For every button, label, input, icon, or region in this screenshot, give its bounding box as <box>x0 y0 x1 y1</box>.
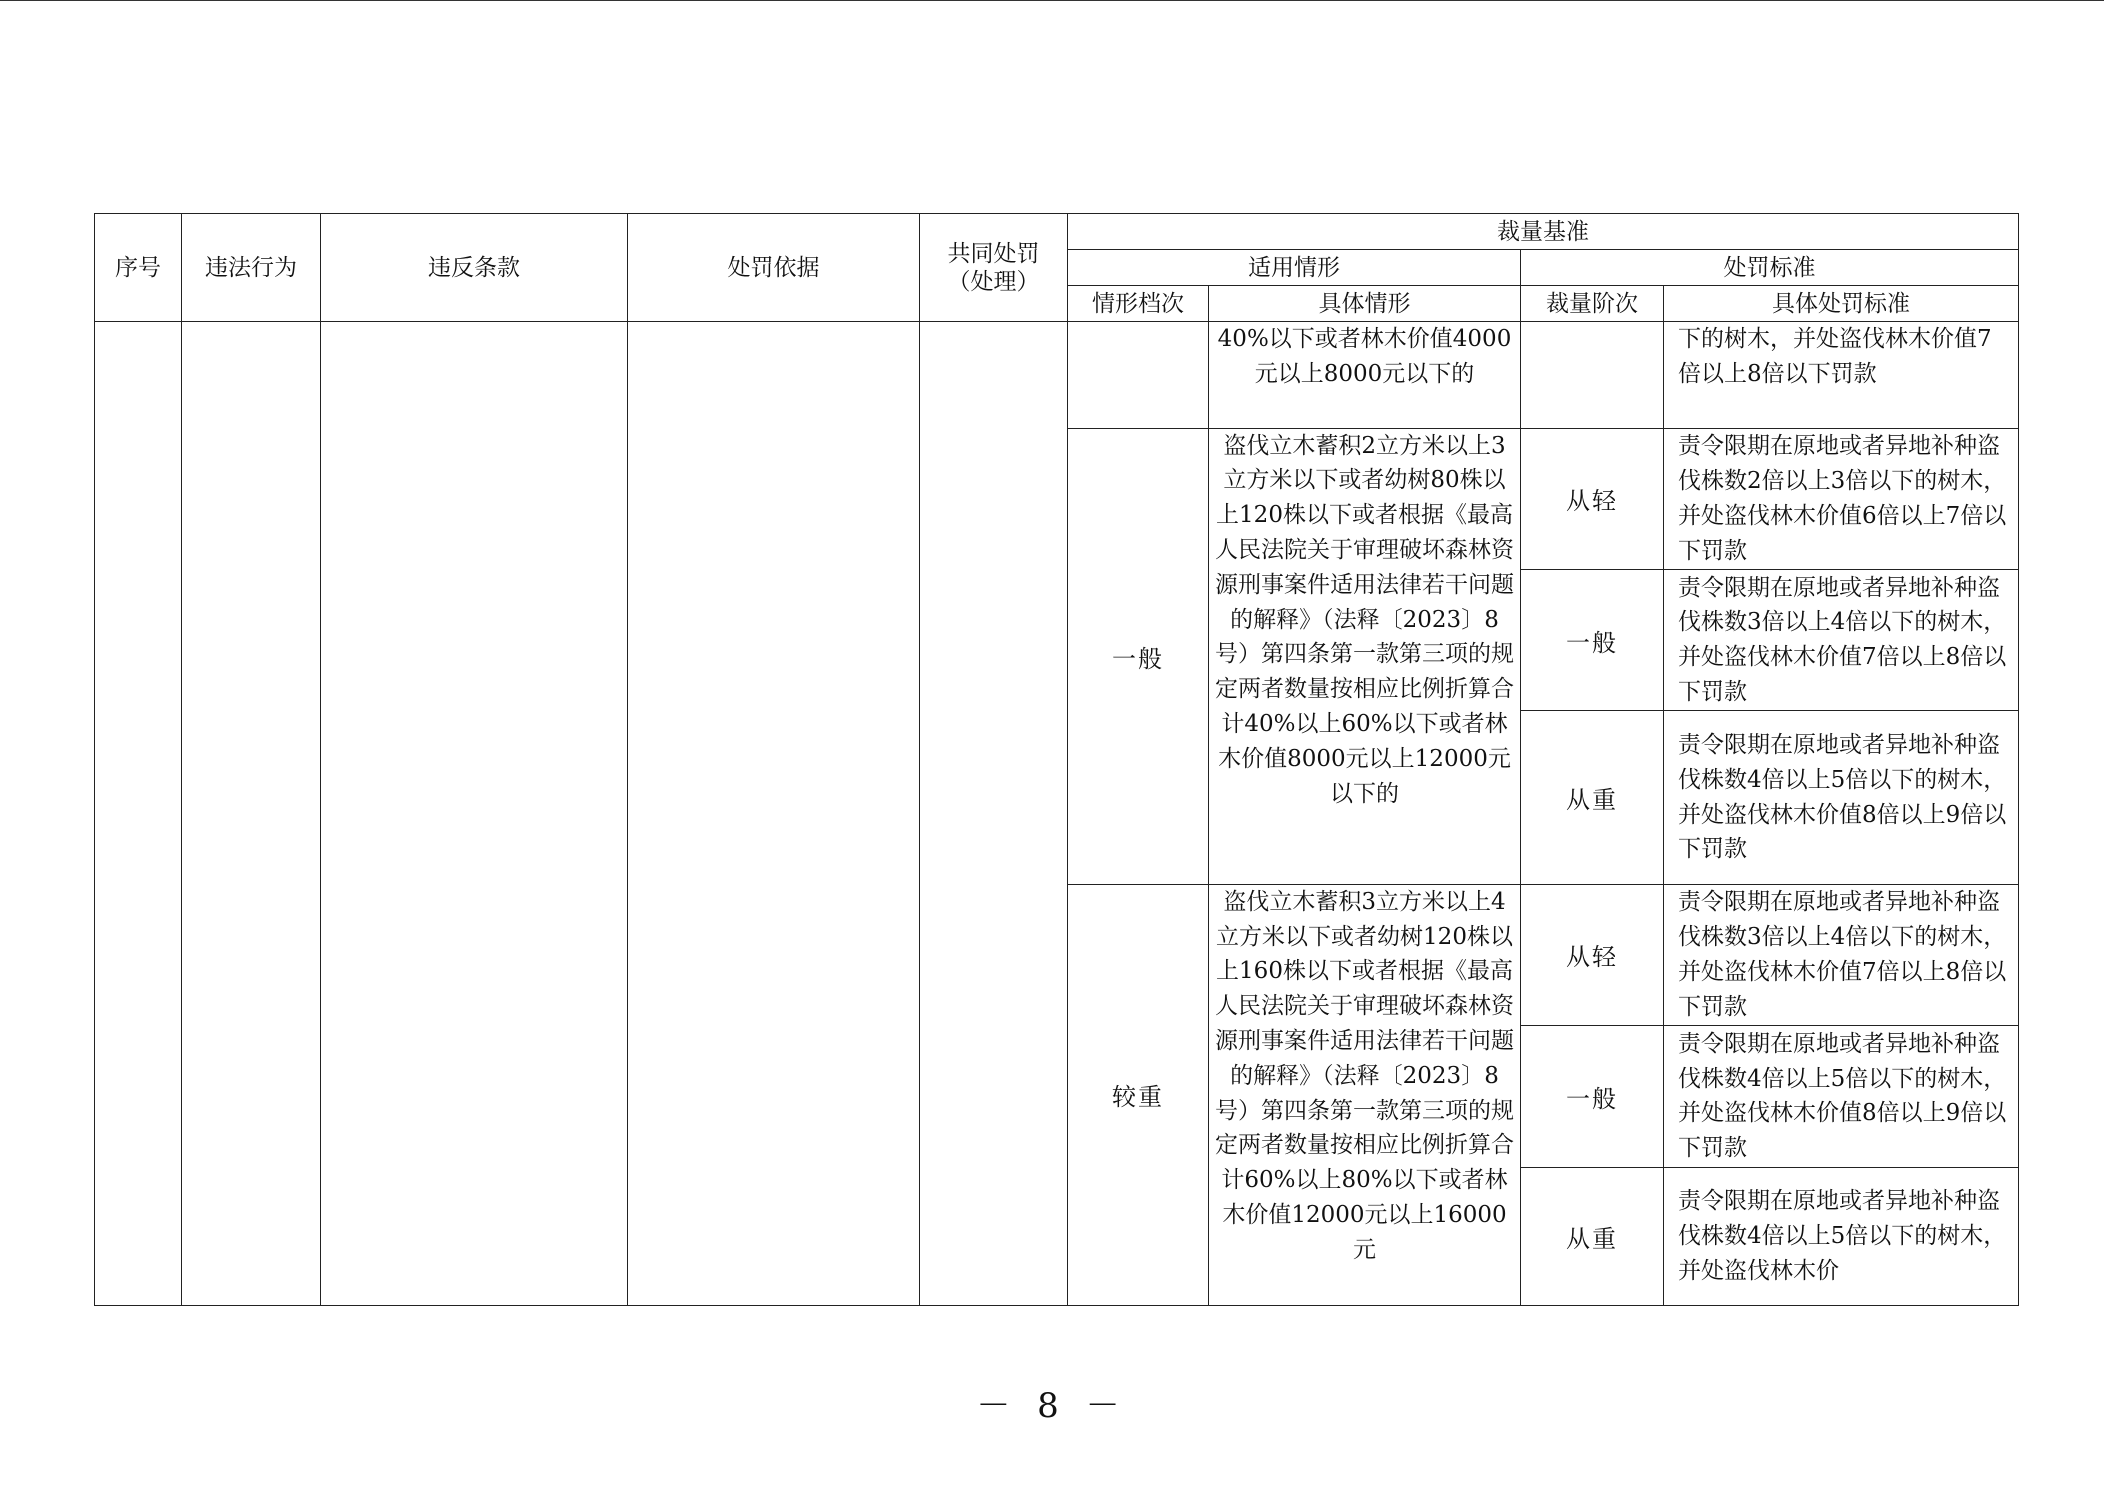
specific-situation-cell: 盗伐立木蓄积3立方米以上4立方米以下或者幼树120株以上160株以下或者根据《最高人民法院关于审理破坏森林资源刑事案件适用法律若干问题的解释》（法释〔2023〕8号）第四条第一款第三项的规定两者数量按相应比例折算合计60%以上80%以下或者林木价值12000元以上16000元 <box>1209 884 1521 1305</box>
discretion-level-cell <box>1521 322 1664 428</box>
discretion-level-cell: 从轻 <box>1521 884 1664 1025</box>
joint-penalty-cell <box>920 322 1068 1306</box>
penalty-standard-cell: 责令限期在原地或者异地补种盗伐株数3倍以上4倍以下的树木，并处盗伐林木价值7倍以上8倍以下罚款 <box>1664 884 2019 1025</box>
discretion-level-cell: 一般 <box>1521 569 1664 710</box>
header-joint-penalty: 共同处罚（处理） <box>920 214 1068 322</box>
discretion-level-cell: 从轻 <box>1521 428 1664 569</box>
penalty-standard-cell: 下的树木，并处盗伐林木价值7倍以上8倍以下罚款 <box>1664 322 2019 428</box>
header-specific-situation: 具体情形 <box>1209 286 1521 322</box>
discretion-level-cell: 从重 <box>1521 711 1664 884</box>
situation-level-cell: 较重 <box>1068 884 1209 1305</box>
specific-situation-cell: 盗伐立木蓄积2立方米以上3立方米以下或者幼树80株以上120株以下或者根据《最高人民法院关于审理破坏森林资源刑事案件适用法律若干问题的解释》（法释〔2023〕8号）第四条第一款第三项的规定两者数量按相应比例折算合计40%以上60%以下或者林木价值8000元以上12000元以下的 <box>1209 428 1521 884</box>
violation-cell <box>182 322 321 1306</box>
page-number: － 8 － <box>976 1386 1128 1426</box>
penalty-basis-cell <box>628 322 920 1306</box>
discretion-table <box>94 213 2019 1306</box>
header-discretion-standard: 裁量基准 <box>1068 214 2019 250</box>
penalty-standard-cell: 责令限期在原地或者异地补种盗伐株数4倍以上5倍以下的树木，并处盗伐林木价 <box>1664 1167 2019 1305</box>
penalty-standard-cell: 责令限期在原地或者异地补种盗伐株数4倍以上5倍以下的树木，并处盗伐林木价值8倍以上9倍以下罚款 <box>1664 1026 2019 1167</box>
header-applicable-situation: 适用情形 <box>1068 250 1521 286</box>
situation-level-cell: 一般 <box>1068 428 1209 884</box>
page-top-rule <box>0 0 2104 1</box>
header-specific-penalty-standard: 具体处罚标准 <box>1664 286 2019 322</box>
penalty-standard-cell: 责令限期在原地或者异地补种盗伐株数4倍以上5倍以下的树木，并处盗伐林木价值8倍以上9倍以下罚款 <box>1664 711 2019 884</box>
discretion-level-cell: 从重 <box>1521 1167 1664 1305</box>
header-discretion-level: 裁量阶次 <box>1521 286 1664 322</box>
penalty-standard-cell: 责令限期在原地或者异地补种盗伐株数2倍以上3倍以下的树木，并处盗伐林木价值6倍以上7倍以下罚款 <box>1664 428 2019 569</box>
discretion-level-cell: 一般 <box>1521 1026 1664 1167</box>
violated-clause-cell <box>321 322 628 1306</box>
specific-situation-cell: 40%以下或者林木价值4000元以上8000元以下的 <box>1209 322 1521 428</box>
header-penalty-basis: 处罚依据 <box>628 214 920 322</box>
penalty-standard-cell: 责令限期在原地或者异地补种盗伐株数3倍以上4倍以下的树木，并处盗伐林木价值7倍以上8倍以下罚款 <box>1664 569 2019 710</box>
header-seq: 序号 <box>95 214 182 322</box>
header-violation: 违法行为 <box>182 214 321 322</box>
situation-level-cell <box>1068 322 1209 428</box>
header-violated-clause: 违反条款 <box>321 214 628 322</box>
seq-cell <box>95 322 182 1306</box>
header-situation-level: 情形档次 <box>1068 286 1209 322</box>
header-penalty-standard: 处罚标准 <box>1521 250 2019 286</box>
